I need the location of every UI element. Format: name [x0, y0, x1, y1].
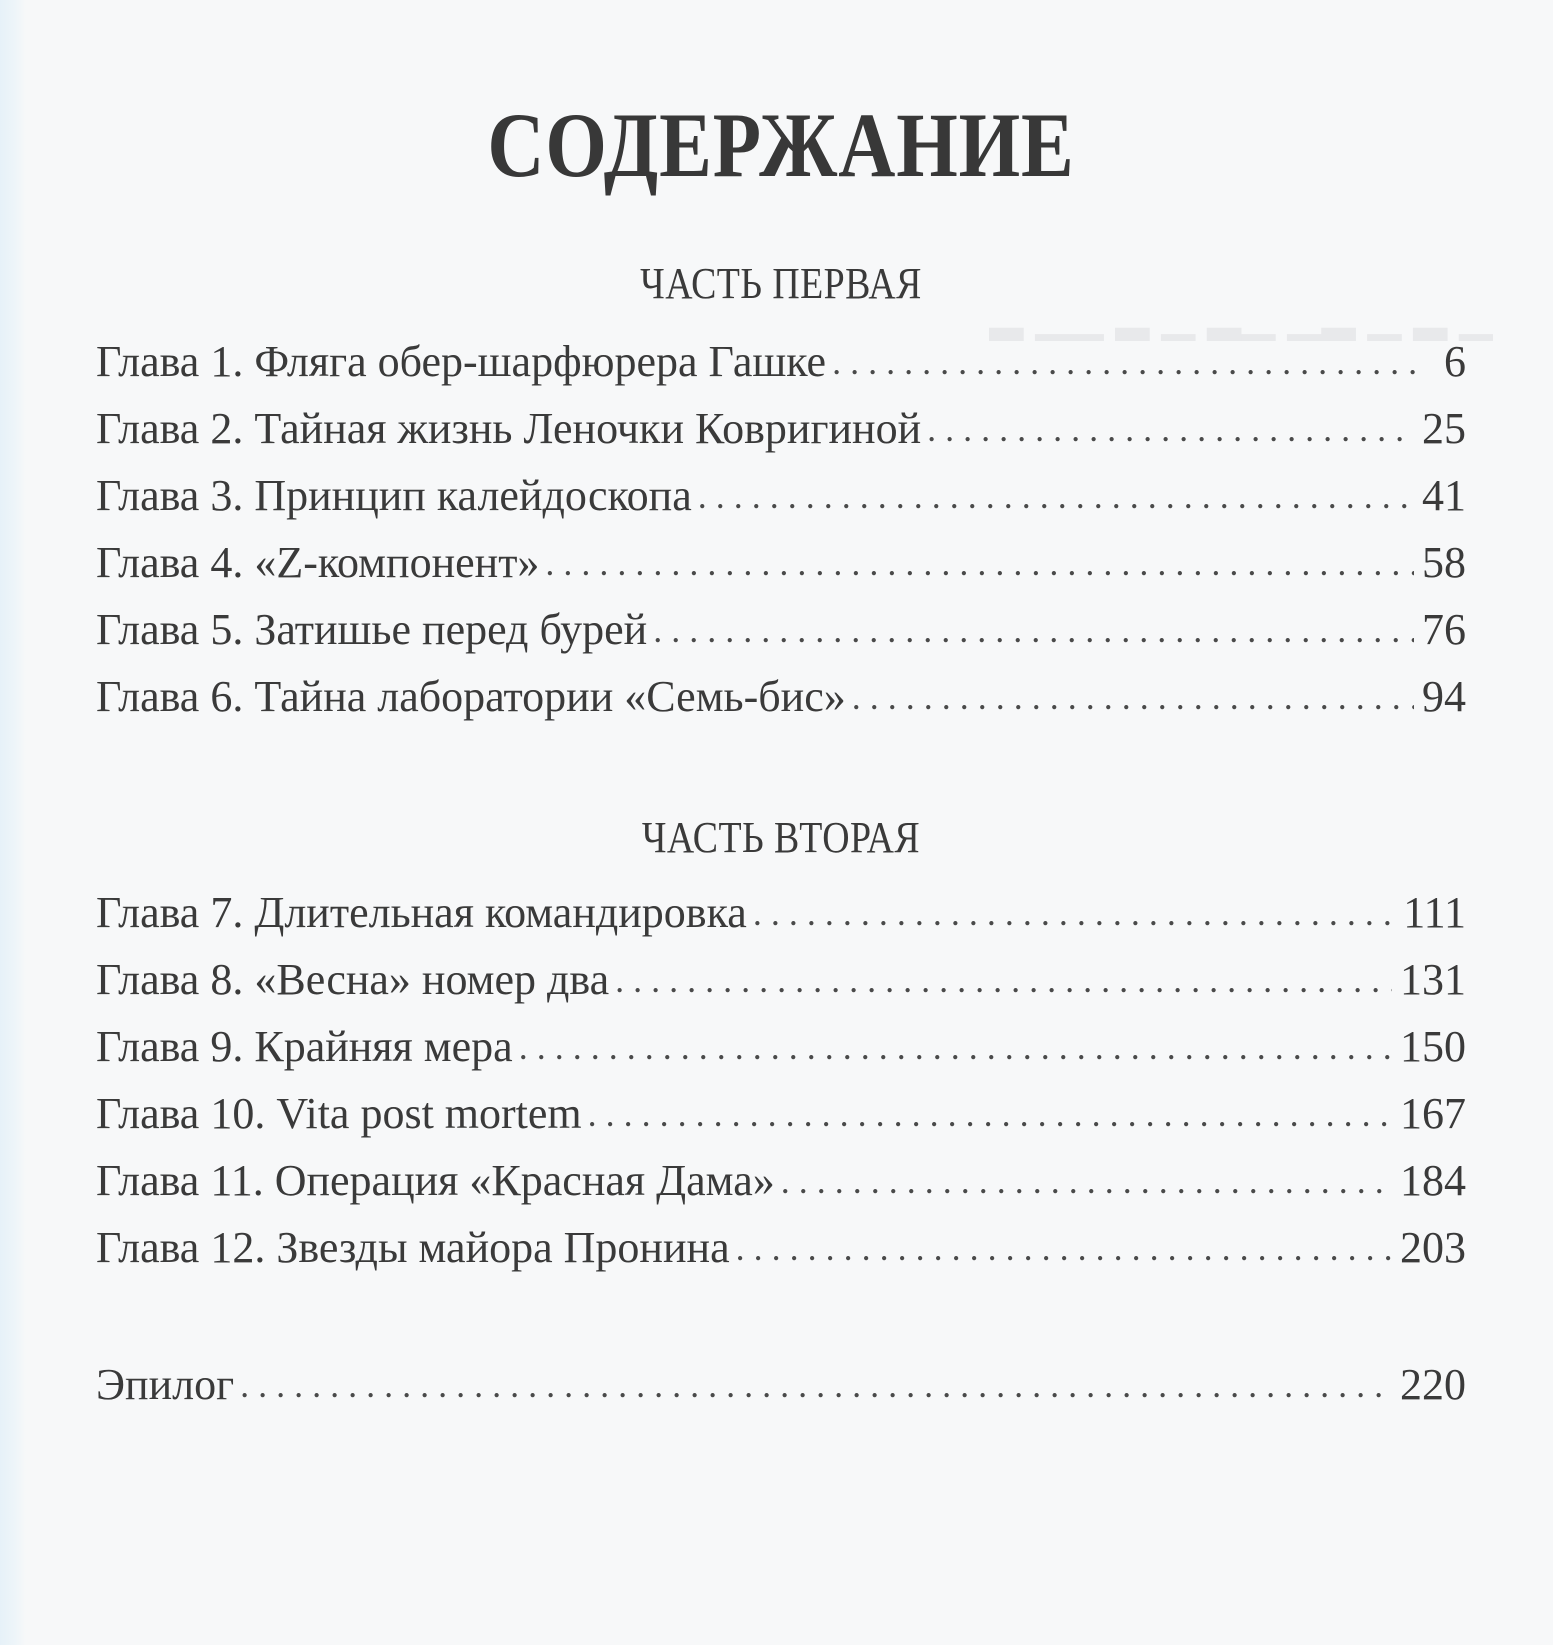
chapter-title: Глава 6. Тайна лаборатории «Семь-бис»	[96, 672, 846, 721]
dot-leader	[753, 884, 1395, 942]
toc-row-chapter-9[interactable]	[96, 1018, 1466, 1076]
toc-row-chapter-12[interactable]	[96, 1219, 1466, 1277]
chapter-title: Глава 5. Затишье перед бурей	[96, 605, 648, 654]
chapter-title: Глава 2. Тайная жизнь Леночки Ковригиной	[96, 404, 922, 453]
chapter-title: Глава 9. Крайняя мера	[96, 1022, 513, 1071]
dot-leader	[927, 400, 1414, 458]
toc-row-chapter-10[interactable]	[96, 1085, 1466, 1143]
dot-leader	[615, 951, 1392, 1009]
page-number: 94	[1422, 672, 1466, 721]
dot-leader	[832, 333, 1428, 391]
epilogue-title: Эпилог	[96, 1360, 235, 1409]
toc-row-chapter-11[interactable]	[96, 1152, 1466, 1210]
page-number: 131	[1400, 955, 1466, 1004]
chapter-title: Глава 3. Принцип калейдоскопа	[96, 471, 692, 520]
toc-row-chapter-4[interactable]	[96, 534, 1466, 592]
page-number: 41	[1422, 471, 1466, 520]
toc-row-chapter-1[interactable]	[96, 333, 1466, 391]
toc-row-chapter-8[interactable]	[96, 951, 1466, 1009]
page-number: 167	[1400, 1089, 1466, 1138]
dot-leader	[545, 534, 1414, 592]
chapter-title: Глава 12. Звезды майора Пронина	[96, 1223, 730, 1272]
page-number: 220	[1400, 1360, 1466, 1409]
dot-leader	[588, 1085, 1392, 1143]
part-heading-2: ЧАСТЬ ВТОРАЯ	[641, 813, 921, 862]
page-title: СОДЕРЖАНИЕ	[487, 94, 1075, 196]
toc-row-epilogue[interactable]	[96, 1356, 1466, 1414]
chapter-title: Глава 8. «Весна» номер два	[96, 955, 610, 1004]
dot-leader	[653, 601, 1414, 659]
page-edge-tint	[0, 0, 26, 1645]
dot-leader	[781, 1152, 1392, 1210]
chapter-title: Глава 4. «Z-компонент»	[96, 538, 540, 587]
chapter-title: Глава 7. Длительная командировка	[96, 888, 747, 937]
toc-row-chapter-3[interactable]	[96, 467, 1466, 525]
page-number: 6	[1444, 337, 1466, 386]
page-number: 150	[1400, 1022, 1466, 1071]
chapter-title: Глава 11. Операция «Красная Дама»	[96, 1156, 775, 1205]
toc-row-chapter-6[interactable]	[96, 668, 1466, 726]
chapter-title: Глава 1. Фляга обер-шарфюрера Гашке	[96, 337, 827, 386]
toc-row-chapter-2[interactable]	[96, 400, 1466, 458]
part-heading-1: ЧАСТЬ ПЕРВАЯ	[640, 259, 922, 308]
bleed-through-line: ▁ ▂ ▁ ▂▁ ▁▂ ▁ ▂ ▁▁ ▂	[988, 291, 1493, 340]
page-number: 111	[1403, 888, 1466, 937]
dot-leader	[240, 1356, 1392, 1414]
chapter-title: Глава 10. Vita post mortem	[96, 1089, 582, 1138]
dot-leader	[852, 668, 1414, 726]
page-number: 25	[1422, 404, 1466, 453]
dot-leader	[519, 1018, 1392, 1076]
dot-leader	[736, 1219, 1392, 1277]
page-number: 76	[1422, 605, 1466, 654]
dot-leader	[698, 467, 1414, 525]
page-number: 58	[1422, 538, 1466, 587]
page-number: 203	[1400, 1223, 1466, 1272]
toc-row-chapter-5[interactable]	[96, 601, 1466, 659]
toc-row-chapter-7[interactable]	[96, 884, 1466, 942]
page-number: 184	[1400, 1156, 1466, 1205]
